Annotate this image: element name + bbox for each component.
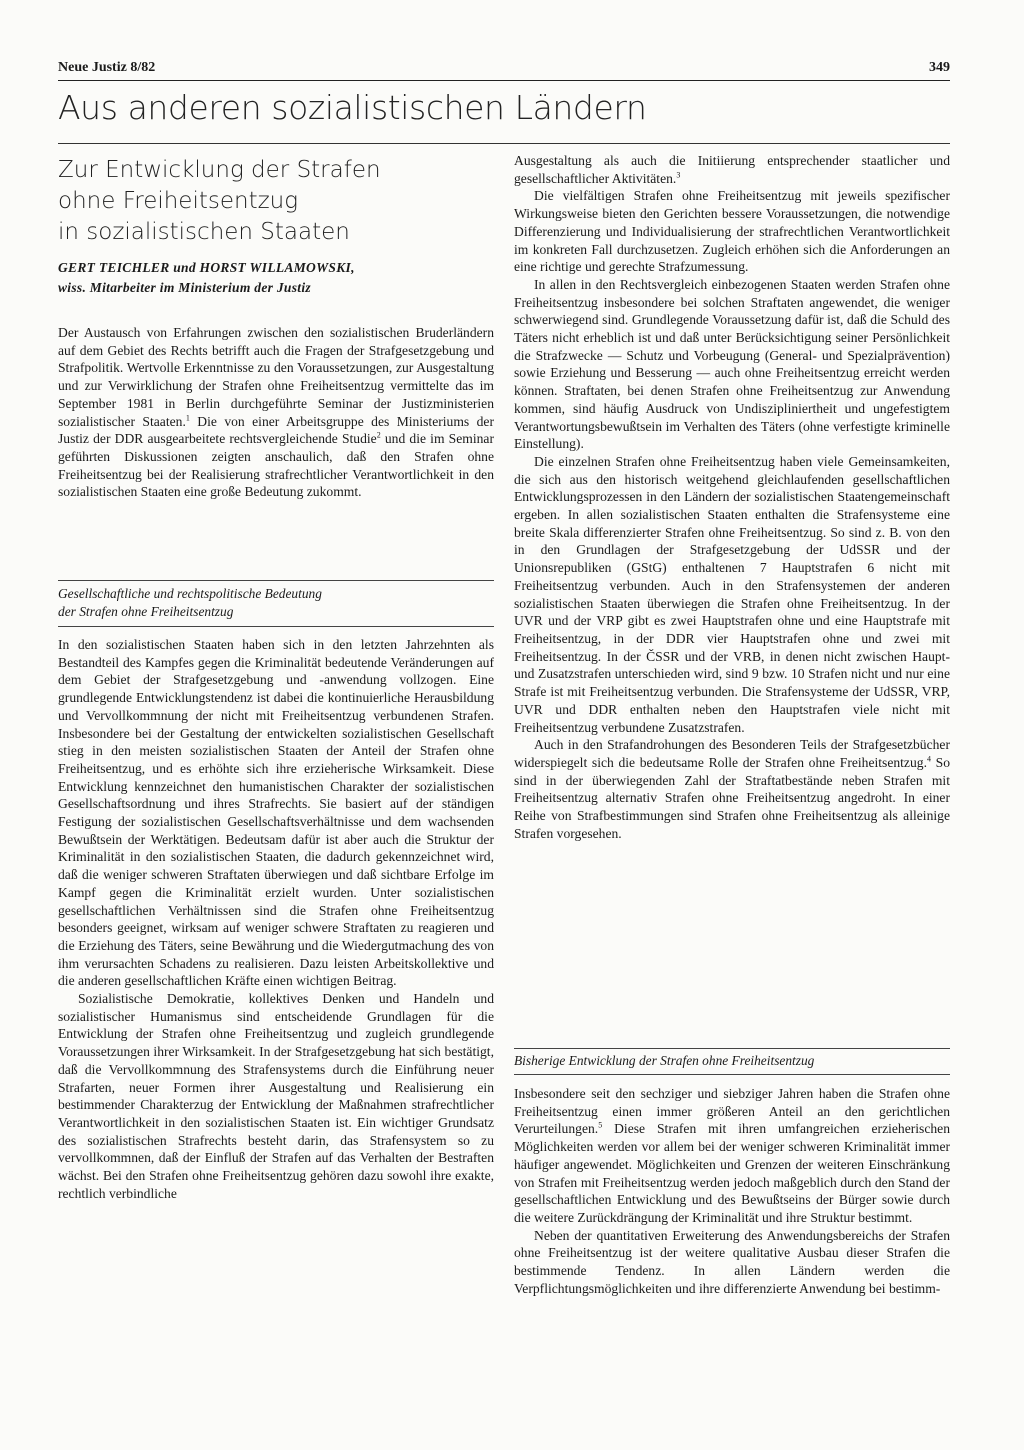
- left-body: [58, 636, 494, 1203]
- page-number: 349: [929, 60, 950, 75]
- article-title-line: ohne Freiheitsentzug: [58, 188, 299, 214]
- article-title-line: in sozialistischen Staaten: [58, 219, 350, 245]
- subhead-rule-top: [58, 580, 494, 581]
- body-text: Ausgestaltung als auch die Initiierung entsprechender staatlicher und gesellschaftlicher Aktivitäten.: [514, 153, 950, 186]
- intro-text: Die von einer Arbeitsgruppe des Ministeriums der Justiz der DDR ausgearbeitete rechtsvergleichende Studie: [58, 413, 494, 447]
- body-paragraph: Sozialistische Demokratie, kollektives Denken und Handeln und sozialistischer Humanismus sind entscheidende Grundlagen für die Entwicklung der Strafen ohne Freiheitsentzug und zugleich grundlegende Voraussetzungen ihrer Wirksamkeit. In der Strafgesetzgebung hat sich bestätigt, daß die Vervollkommnung des Strafensystems durch die Einführung neuer Strafarten, neuer Formen ihrer Ausgestaltung und Realisierung ein bestimmender Charakterzug der Entwicklung der Maßnahmen strafrechtlicher Verantwortlichkeit in den sozialistischen Staaten ist. Ein wichtiger Grundsatz des sozialistischen Strafrechts besteht darin, das Strafensystem so zu vervollkommnen, daß der Einfluß der Strafen auf das Verhalten der Bestraften wächst. Bei den Strafen ohne Freiheitsentzug gehören dazu sowohl ihre exakte, rechtlich verbindliche: [58, 991, 494, 1201]
- journal-issue: Neue Justiz 8/82: [58, 60, 156, 75]
- body-text: Auch in den Strafandrohungen des Besonderen Teils der Strafgesetzbücher widerspiegelt sich die bedeutsame Rolle der Strafen ohne Freiheitsentzug.: [514, 737, 950, 770]
- section-rule: [58, 143, 950, 144]
- article-title-line: Zur Entwicklung der Strafen: [58, 157, 381, 183]
- body-paragraph: Die einzelnen Strafen ohne Freiheitsentzug haben viele Gemeinsamkeiten, die sich aus den historisch weitgehend gleichlaufenden gesellschaftlichen Entwicklungsprozessen in den Ländern der sozialistischen Staatengemeinschaft ergeben. In allen sozialistischen Staaten enthalten die Strafensysteme eine breite Skala differenzierter Strafen ohne Freiheitsentzug. So sind z. B. von den in den Grundlagen der Strafgesetzgebung der UdSSR und der Unionsrepubliken (GStG) enthaltenen 7 Hauptstrafen 6 nicht mit Freiheitsentzug verbunden. Auch in den Strafensystemen der anderen sozialistischen Staaten überwiegen die Strafen ohne Freiheitsentzug. In der UVR und der VRP gibt es zwei Hauptstrafen ohne und eine Hauptstrafe mit Freiheitsentzug, in der DDR vier Hauptstrafen ohne und zwei mit Freiheitsentzug. In der ČSSR und der VRB, in denen nicht zwischen Haupt- und Zusatzstrafen unterschieden wird, sind 9 bzw. 10 Strafen nicht und nur eine Strafe ist mit Freiheitsentzug verbunden. Die Strafensysteme der UdSSR, VRP, UVR und DDR enthalten neben den Hauptstrafen viele nicht mit Freiheitsentzug verbundene Zusatzstrafen.: [514, 453, 950, 735]
- subhead-rule-bottom: [58, 626, 494, 627]
- author-affiliation: wiss. Mitarbeiter im Ministerium der Justiz: [58, 280, 311, 295]
- body-paragraph: In allen in den Rechtsvergleich einbezogenen Staaten werden Strafen ohne Freiheitsentzug insbesondere bei solchen Straftaten angewendet, die weniger schwerwiegend sind. Grundlegende Voraussetzung dafür ist, daß die Schuld des Täters nicht erheblich ist und daß unter Berücksichtigung seiner Persönlichkeit die Strafzwecke — Schutz und Vorbeugung (General- und Spezialprävention) sowie Erziehung und Besserung — auch ohne Freiheitsentzug erreicht werden können. Straftaten, bei denen Strafen ohne Freiheitsentzug zur Anwendung kommen, sind häufig Ausdruck von Undiszipliniertheit und ungefestigtem Verantwortungsbewußtsein im Verhalten des Täters (ohne verfestigte kriminelle Einstellung).: [514, 276, 950, 452]
- footnote-ref[interactable]: 2: [376, 430, 381, 440]
- body-text: Diese Strafen mit ihren umfangreichen erzieherischen Möglichkeiten werden vor allem bei der weniger schweren Kriminalität immer häufiger angewendet. Möglichkeiten und Grenzen der weiteren Einschränkung von Strafen mit Freiheitsentzug werden jedoch maßgeblich durch den Stand der gesellschaftlichen Entwicklung und des Bewußtseins der Bürger sowie durch die weitere Zurückdrängung der Kriminalität und ihre Struktur bestimmt.: [514, 1121, 950, 1225]
- page-header: [58, 60, 950, 78]
- footnote-ref[interactable]: 1: [185, 412, 190, 422]
- body-text: So sind in der überwiegenden Zahl der Straftatbestände neben Strafen mit Freiheitsentzug alternativ Strafen ohne Freiheitsentzug angedroht. In einer Reihe von Strafbestimmungen sind Strafen ohne Freiheitsentzug als alleinige Strafen vorgesehen.: [514, 754, 950, 841]
- body-text: Insbesondere seit den sechziger und siebziger Jahren haben die Strafen ohne Freiheitsentzug einen immer größeren Anteil an den gerichtlichen Verurteilungen.: [514, 1086, 950, 1137]
- subheading: Bisherige Entwicklung der Strafen ohne Freiheitsentzug: [514, 1053, 815, 1068]
- intro-text: und die im Seminar geführten Diskussionen zeigten anschaulich, daß den Strafen ohne Freiheitsentzug bei der Realisierung strafrechtlicher Verantwortlichkeit in den sozialistischen Staaten eine große Bedeutung zukommt.: [58, 431, 494, 500]
- body-paragraph: Neben der quantitativen Erweiterung des Anwendungsbereichs der Strafen ohne Freiheitsentzug ist der weitere qualitative Ausbau dieser Strafen die bestimmende Tendenz. In allen Ländern werden die Verpflichtungsmöglichkeiten und ihre differenzierte Anwendung bei bestimm-: [514, 1227, 950, 1296]
- footnote-ref[interactable]: 3: [676, 170, 681, 180]
- section-title: Aus anderen sozialistischen Ländern: [58, 88, 647, 127]
- intro-paragraph: [58, 324, 494, 501]
- body-paragraph: Die vielfältigen Strafen ohne Freiheitsentzug mit jeweils spezifischer Wirkungsweise bieten den Gerichten bessere Voraussetzungen, die notwendige Differenzierung und Individualisierung der strafrechtlichen Verantwortlichkeit im konkreten Fall durchzusetzen. Zugleich erhöhen sich die Anforderungen an eine richtige und gerechte Strafzumessung.: [514, 188, 950, 275]
- article-authors: [58, 258, 494, 298]
- body-paragraph: In den sozialistischen Staaten haben sich in den letzten Jahrzehnten als Bestandteil des Kampfes gegen die Kriminalität bedeutende Veränderungen auf dem Gebiet der Strafgesetzgebung und -anwendung vollzogen. Eine grundlegende Entwicklungstendenz ist dabei die kontinuierliche Herausbildung und Vervollkommnung der nicht mit Freiheitsentzug verbundenen Strafen. Insbesondere bei der Gestaltung der entwickelten sozialistischen Gesellschaft stieg in den meisten sozialistischen Staaten der Anteil der Strafen ohne Freiheitsentzug, und es erhöhte sich ihre erzieherische Wirksamkeit. Diese Entwicklung kennzeichnet den humanistischen Charakter der sozialistischen Gesellschaftsordnung und ihres Strafrechts. Sie basiert auf der ständigen Festigung der sozialistischen Gesellschaftsverhältnisse und dem wachsenden Bewußtsein der Werktätigen. Bedeutsam dafür ist aber auch die Struktur der Kriminalität in den sozialistischen Staaten, die dadurch gekennzeichnet wird, daß die weniger schweren Straftaten überwiegen und daß sichtbare Erfolge im Kampf gegen die Kriminalität erzielt wurden. Unter sozialistischen gesellschaftlichen Verhältnissen sind die Strafen ohne Freiheitsentzug besonders geeignet, wirksam auf weniger schwere Straftaten zu reagieren und die Erziehung des Täters, seine Bewährung und die Wiedergutmachung des von ihm verursachten Schadens zu realisieren. Dazu leisten Arbeitskollektive und die anderen gesellschaftlichen Kräfte einen wichtigen Beitrag.: [58, 637, 494, 989]
- author-names: GERT TEICHLER und HORST WILLAMOWSKI,: [58, 260, 355, 275]
- subheading-line: Gesellschaftliche und rechtspolitische Bedeutung: [58, 586, 322, 601]
- subhead-rule-bottom: [514, 1074, 950, 1075]
- right-body-bottom: [514, 1085, 950, 1297]
- right-body-top: [514, 152, 950, 842]
- subhead-rule-top: [514, 1048, 950, 1049]
- footnote-ref[interactable]: 4: [926, 754, 931, 764]
- header-rule: [58, 80, 950, 81]
- article-title: [58, 155, 494, 248]
- subheading: [58, 585, 494, 621]
- footnote-ref[interactable]: 5: [598, 1120, 603, 1130]
- intro-text: Der Austausch von Erfahrungen zwischen den sozialistischen Bruderländern auf dem Gebiet des Rechts betrifft auch die Fragen der Strafgesetzgebung und Strafpolitik. Wertvolle Erkenntnisse zu den Voraussetzungen, zur Ausgestaltung und zur Verwirklichung der Strafen ohne Freiheitsentzug vermittelte das im September 1981 in Berlin durchgeführte Seminar der Justizministerien sozialistischer Staaten.: [58, 325, 494, 429]
- subheading-line: der Strafen ohne Freiheitsentzug: [58, 604, 234, 619]
